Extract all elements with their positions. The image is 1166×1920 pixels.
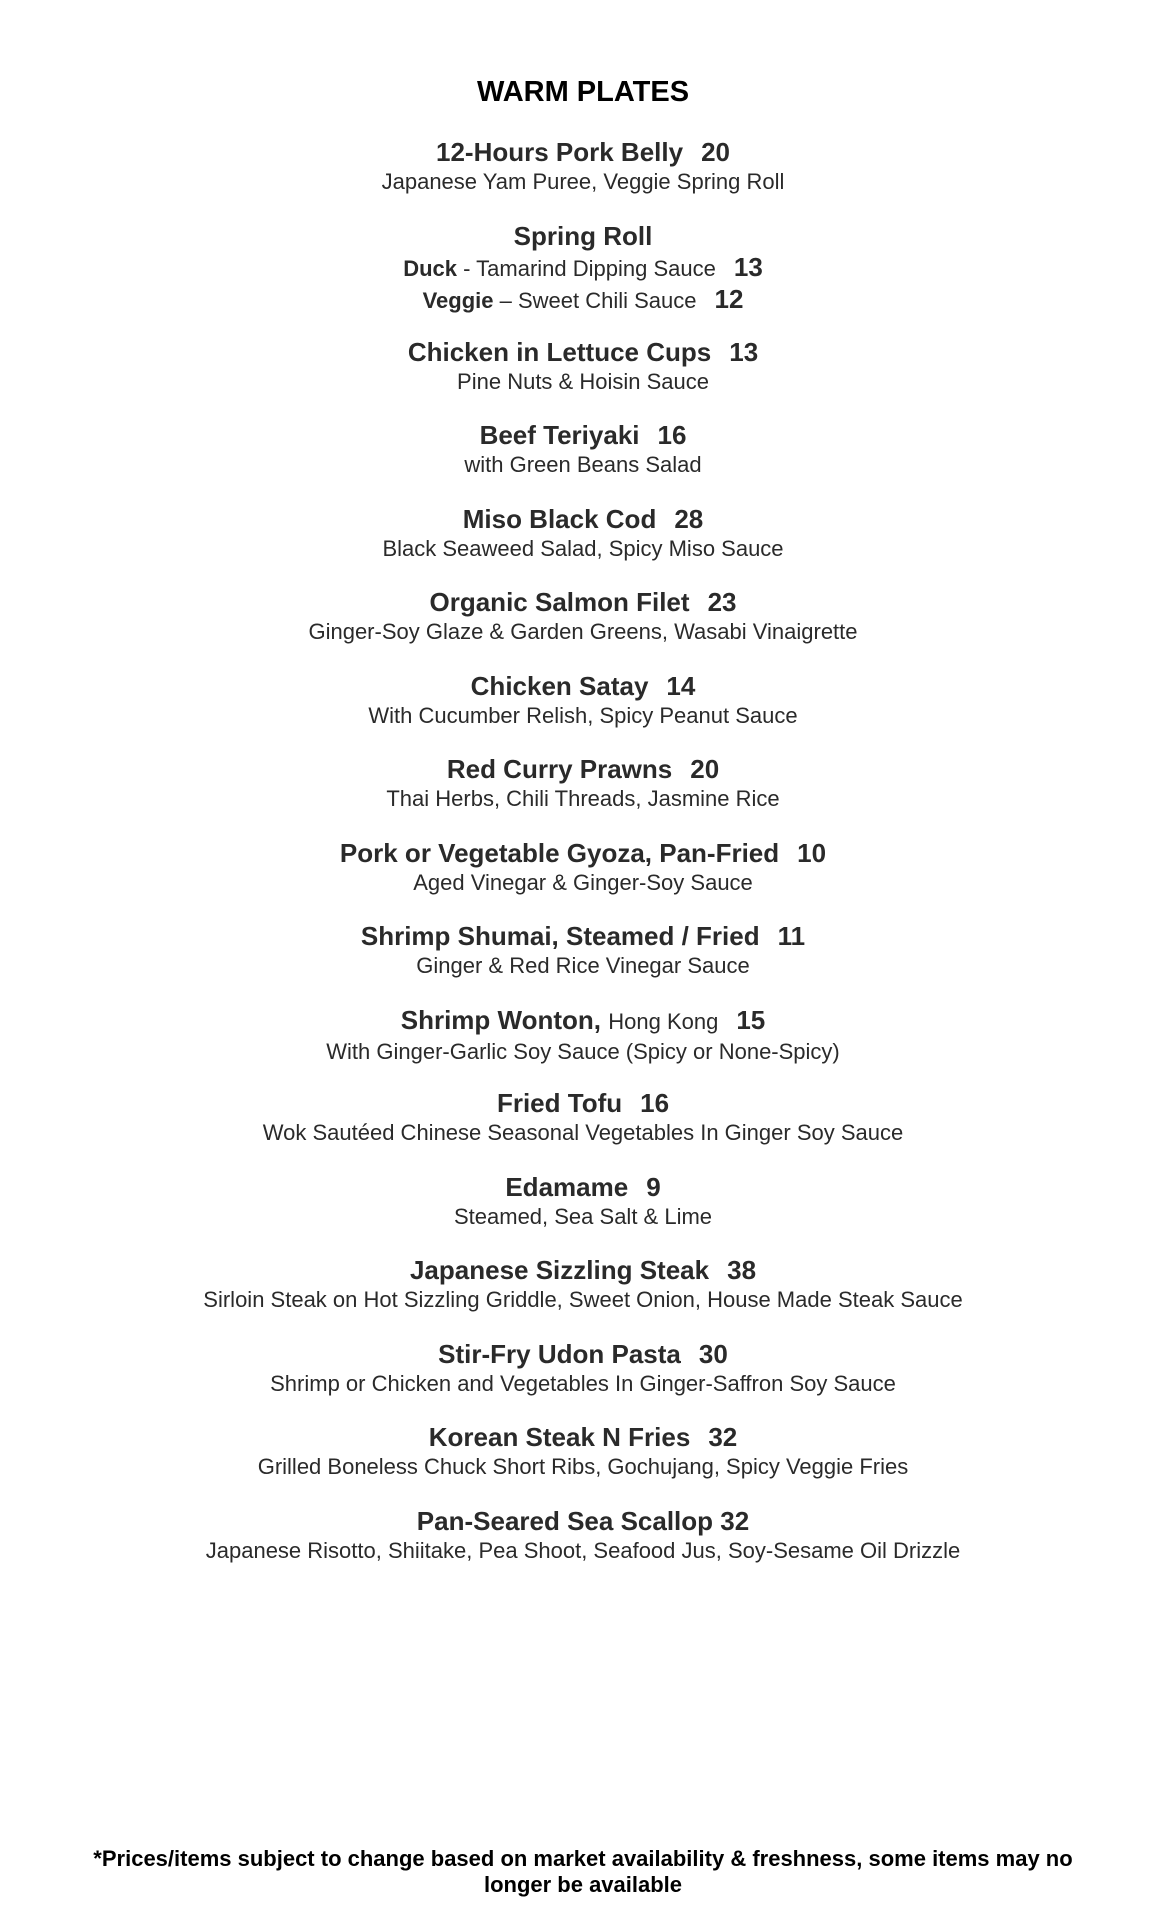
menu-item-korean-steak-fries [0,1421,1166,1505]
variant-description: Tamarind Dipping Sauce [476,255,716,281]
item-description: With Ginger-Garlic Soy Sauce (Spicy or None-Spicy) [326,1038,840,1064]
item-title [0,837,1166,869]
menu-list [0,136,1166,1588]
item-name: Edamame [505,1171,629,1202]
item-description: Black Seaweed Salad, Spicy Miso Sauce [382,535,784,561]
item-name: Stir-Fry Udon Pasta [438,1338,681,1369]
item-name: Beef Teriyaki [479,420,640,450]
item-price: 14 [666,670,696,701]
item-name: Chicken in Lettuce Cups [407,336,712,367]
item-description: Pine Nuts & Hoisin Sauce [457,368,709,394]
item-note: Hong Kong [608,1008,719,1034]
item-description: With Cucumber Relish, Spicy Peanut Sauce [368,702,798,728]
menu-item-chicken-lettuce-cups [0,336,1166,420]
item-title [0,1087,1166,1119]
item-title [0,336,1166,368]
item-name: Pan-Seared Sea Scallop [416,1505,714,1536]
variant-price: 12 [714,283,744,314]
item-title [0,1338,1166,1370]
variant-name: Veggie [422,287,494,313]
item-description: Steamed, Sea Salt & Lime [453,1203,713,1229]
variant-name: Duck [403,255,457,281]
menu-item-shrimp-shumai [0,920,1166,1004]
item-price: 23 [707,587,737,617]
menu-item-edamame [0,1171,1166,1255]
item-name: Spring Roll [513,220,653,251]
menu-item-salmon-filet [0,586,1166,670]
item-price: 9 [646,1171,661,1202]
item-price: 16 [657,420,687,450]
item-price: 16 [640,1088,670,1118]
menu-item-miso-black-cod [0,503,1166,587]
item-description: Wok Sautéed Chinese Seasonal Vegetables In Ginger Soy Sauce [262,1120,904,1145]
variant-price: 13 [733,251,763,282]
item-price: 38 [727,1255,757,1285]
item-title [0,753,1166,785]
item-description: Aged Vinegar & Ginger-Soy Sauce [413,869,753,895]
item-name: Miso Black Cod [462,503,657,534]
item-title [0,419,1166,451]
item-description: Japanese Yam Puree, Veggie Spring Roll [381,169,785,194]
item-title [0,1171,1166,1203]
item-description: Shrimp or Chicken and Vegetables In Ginger-Saffron Soy Sauce [270,1370,896,1396]
variant-veggie [0,284,1166,316]
menu-item-udon-pasta [0,1338,1166,1422]
item-name: Shrimp Shumai, Steamed / Fried [360,921,760,951]
item-description: Ginger-Soy Glaze & Garden Greens, Wasabi Vinaigrette [308,619,858,644]
item-price: 32 [720,1505,750,1536]
variant-separator: – [493,287,518,313]
item-description: Japanese Risotto, Shiitake, Pea Shoot, Seafood Jus, Soy-Sesame Oil Drizzle [205,1537,961,1563]
menu-item-red-curry-prawns [0,753,1166,837]
item-name: Pork or Vegetable Gyoza, Pan-Fried [339,837,780,868]
menu-item-gyoza [0,837,1166,921]
menu-item-shrimp-wonton [0,1004,1166,1088]
item-name: Red Curry Prawns [446,754,673,784]
variant-duck [0,252,1166,284]
item-title [0,920,1166,952]
item-name: Shrimp Wonton, [400,1004,602,1035]
item-description: with Green Beans Salad [464,452,702,477]
item-price: 28 [674,503,704,534]
item-description: Ginger & Red Rice Vinegar Sauce [416,953,750,978]
item-name: Fried Tofu [496,1088,623,1118]
item-title [0,136,1166,168]
item-name: Chicken Satay [470,670,649,701]
item-title [0,1505,1166,1537]
menu-item-pork-belly [0,136,1166,220]
variant-separator: - [457,255,477,281]
item-title [0,1254,1166,1286]
item-price: 11 [777,921,806,951]
menu-item-chicken-satay [0,670,1166,754]
item-title [0,1421,1166,1453]
footer-disclaimer: *Prices/items subject to change based on market availability & freshness, some items may no longer be available [93,1846,1073,1897]
menu-item-sea-scallop [0,1505,1166,1589]
menu-item-spring-roll [0,220,1166,336]
page-title: WARM PLATES [476,76,690,108]
item-name: Organic Salmon Filet [429,587,690,617]
item-name: Korean Steak N Fries [428,1422,691,1452]
item-description: Grilled Boneless Chuck Short Ribs, Gochujang, Spicy Veggie Fries [257,1454,909,1479]
item-price: 20 [690,754,720,784]
item-name: Japanese Sizzling Steak [409,1255,710,1285]
item-price: 20 [701,137,730,167]
item-description: Sirloin Steak on Hot Sizzling Griddle, Sweet Onion, House Made Steak Sauce [203,1287,963,1312]
item-title [0,1004,1166,1038]
menu-item-sizzling-steak [0,1254,1166,1338]
item-price: 10 [797,837,827,868]
item-price: 15 [736,1004,766,1035]
variant-description: Sweet Chili Sauce [517,287,697,313]
item-description: Thai Herbs, Chili Threads, Jasmine Rice [386,786,780,811]
menu-item-beef-teriyaki [0,419,1166,503]
item-name: 12-Hours Pork Belly [435,137,684,167]
item-title [0,586,1166,618]
item-title [0,670,1166,702]
item-title [0,503,1166,535]
menu-item-fried-tofu [0,1087,1166,1171]
item-title [0,220,1166,252]
item-price: 13 [729,336,759,367]
item-price: 32 [708,1422,738,1452]
item-price: 30 [698,1338,728,1369]
